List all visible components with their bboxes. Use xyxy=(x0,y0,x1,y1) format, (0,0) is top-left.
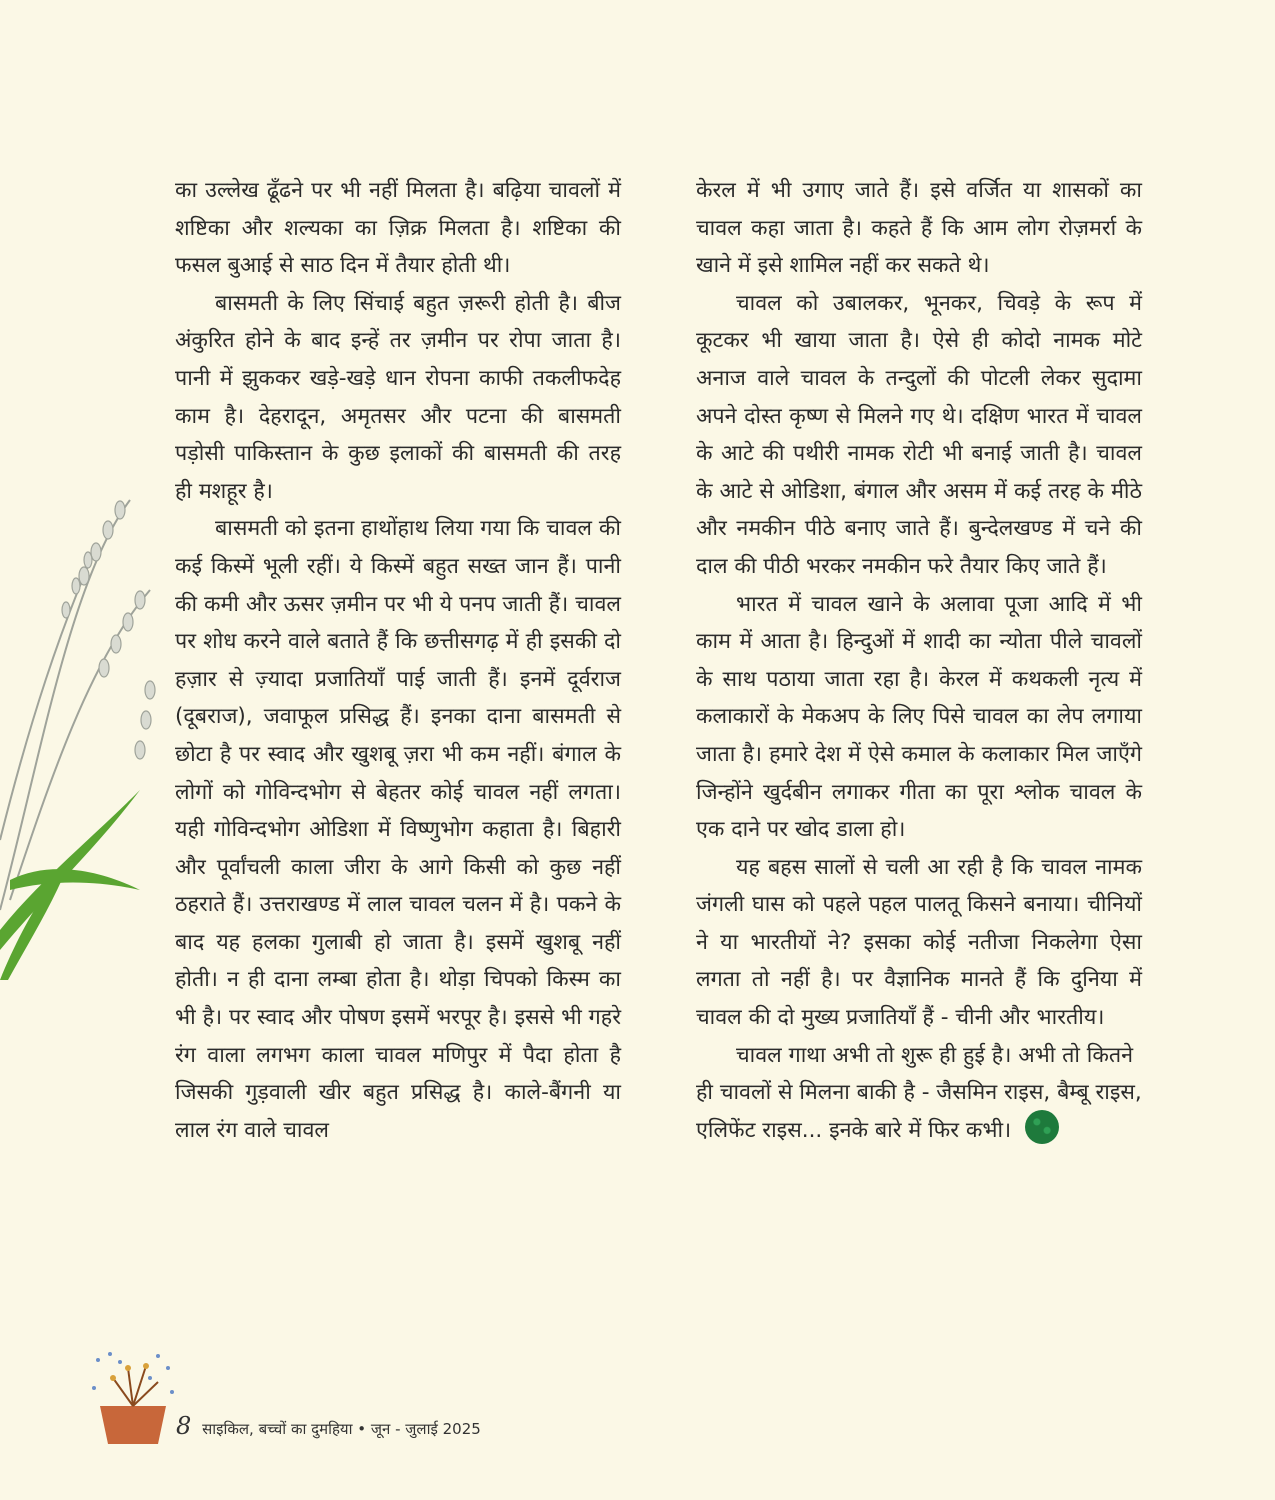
end-mark-icon xyxy=(1025,1110,1059,1144)
final-paragraph-text: चावल गाथा अभी तो शुरू ही हुई है। अभी तो कितने ही चावलों से मिलना बाकी है - जैसमिन राइस, बैम्बू राइस, एलिफेंट राइस... इनके बारे में फिर कभी। xyxy=(696,1042,1142,1143)
paragraph: बासमती के लिए सिंचाई बहुत ज़रूरी होती है। बीज अंकुरित होने के बाद इन्हें तर ज़मीन पर रोपा जाता है। पानी में झुककर खड़े-खड़े धान रोपना काफी तकलीफदेह काम है। देहरादून, अमृतसर और पटना की बासमती पड़ोसी पाकिस्तान के कुछ इलाकों की बासमती की तरह ही मशहूर है। xyxy=(175,290,621,504)
publication-info: साइकिल, बच्चों का दुमहिया • जून - जुलाई 2025 xyxy=(202,1420,481,1438)
page-number: 8 xyxy=(176,1412,192,1440)
right-column xyxy=(696,172,1142,1149)
potted-plant-icon xyxy=(88,1348,178,1448)
page-footer xyxy=(176,1412,481,1440)
paragraph: बासमती को इतना हाथोंहाथ लिया गया कि चावल की कई किस्में भूली रहीं। ये किस्में बहुत सख्त जान हैं। पानी की कमी और ऊसर ज़मीन पर भी ये पनप जाती हैं। चावल पर शोध करने वाले बताते हैं कि छत्तीसगढ़ में ही इसकी दो हज़ार से ज़्यादा प्रजातियाँ पाई जाती हैं। इनमें दूर्वराज (दूबराज), जवाफूल प्रसिद्ध हैं। इनका दाना बासमती से छोटा है पर स्वाद और खुशबू ज़रा भी कम नहीं। बंगाल के लोगों को गोविन्दभोग से बेहतर कोई चावल नहीं लगता। यही गोविन्दभोग ओडिशा में विष्णुभोग कहाता है। बिहारी और पूर्वांचली काला जीरा के आगे किसी को कुछ नहीं ठहराते हैं। उत्तराखण्ड में लाल चावल चलन में है। पकने के बाद यह हलका गुलाबी हो जाता है। इसमें खुशबू नहीं होती। न ही दाना लम्बा होता है। थोड़ा चिपको किस्म का भी है। पर स्वाद और पोषण इसमें भरपूर है। इससे भी गहरे रंग वाला लगभग काला चावल मणिपुर में पैदा होता है जिसकी गुड़वाली खीर बहुत प्रसिद्ध है। काले-बैंगनी या लाल रंग वाले चावल xyxy=(175,516,621,1143)
rice-plant-illustration xyxy=(0,460,170,980)
paragraph-with-end-mark xyxy=(696,1037,1142,1150)
left-column xyxy=(175,172,621,1149)
paragraph: का उल्लेख ढूँढने पर भी नहीं मिलता है। बढ़िया चावलों में शष्टिका और शल्यका का ज़िक्र मिलता है। शष्टिका की फसल बुआई से साठ दिन में तैयार होती थी। xyxy=(175,178,621,279)
paragraph: भारत में चावल खाने के अलावा पूजा आदि में भी काम में आता है। हिन्दुओं में शादी का न्योता पीले चावलों के साथ पठाया जाता रहा है। केरल में कथकली नृत्य में कलाकारों के मेकअप के लिए पिसे चावल का लेप लगाया जाता है। हमारे देश में ऐसे कमाल के कलाकार मिल जाएँगे जिन्होंने खुर्दबीन लगाकर गीता का पूरा श्लोक चावल के एक दाने पर खोद डाला हो। xyxy=(696,591,1142,843)
paragraph: चावल को उबालकर, भूनकर, चिवड़े के रूप में कूटकर भी खाया जाता है। ऐसे ही कोदो नामक मोटे अनाज वाले चावल के तन्दुलों की पोटली लेकर सुदामा अपने दोस्त कृष्ण से मिलने गए थे। दक्षिण भारत में चावल के आटे की पथीरी नामक रोटी भी बनाई जाती है। चावल के आटे से ओडिशा, बंगाल और असम में कई तरह के मीठे और नमकीन पीठे बनाए जाते हैं। बुन्देलखण्ड में चने की दाल की पीठी भरकर नमकीन फरे तैयार किए जाते हैं। xyxy=(696,290,1142,579)
paragraph: केरल में भी उगाए जाते हैं। इसे वर्जित या शासकों का चावल कहा जाता है। कहते हैं कि आम लोग रोज़मर्रा के खाने में इसे शामिल नहीं कर सकते थे। xyxy=(696,178,1142,279)
paragraph: यह बहस सालों से चली आ रही है कि चावल नामक जंगली घास को पहले पहल पालतू किसने बनाया। चीनियों ने या भारतीयों ने? इसका कोई नतीजा निकलेगा ऐसा लगता तो नहीं है। पर वैज्ञानिक मानते हैं कि दुनिया में चावल की दो मुख्य प्रजातियाँ हैं - चीनी और भारतीय। xyxy=(696,854,1142,1031)
